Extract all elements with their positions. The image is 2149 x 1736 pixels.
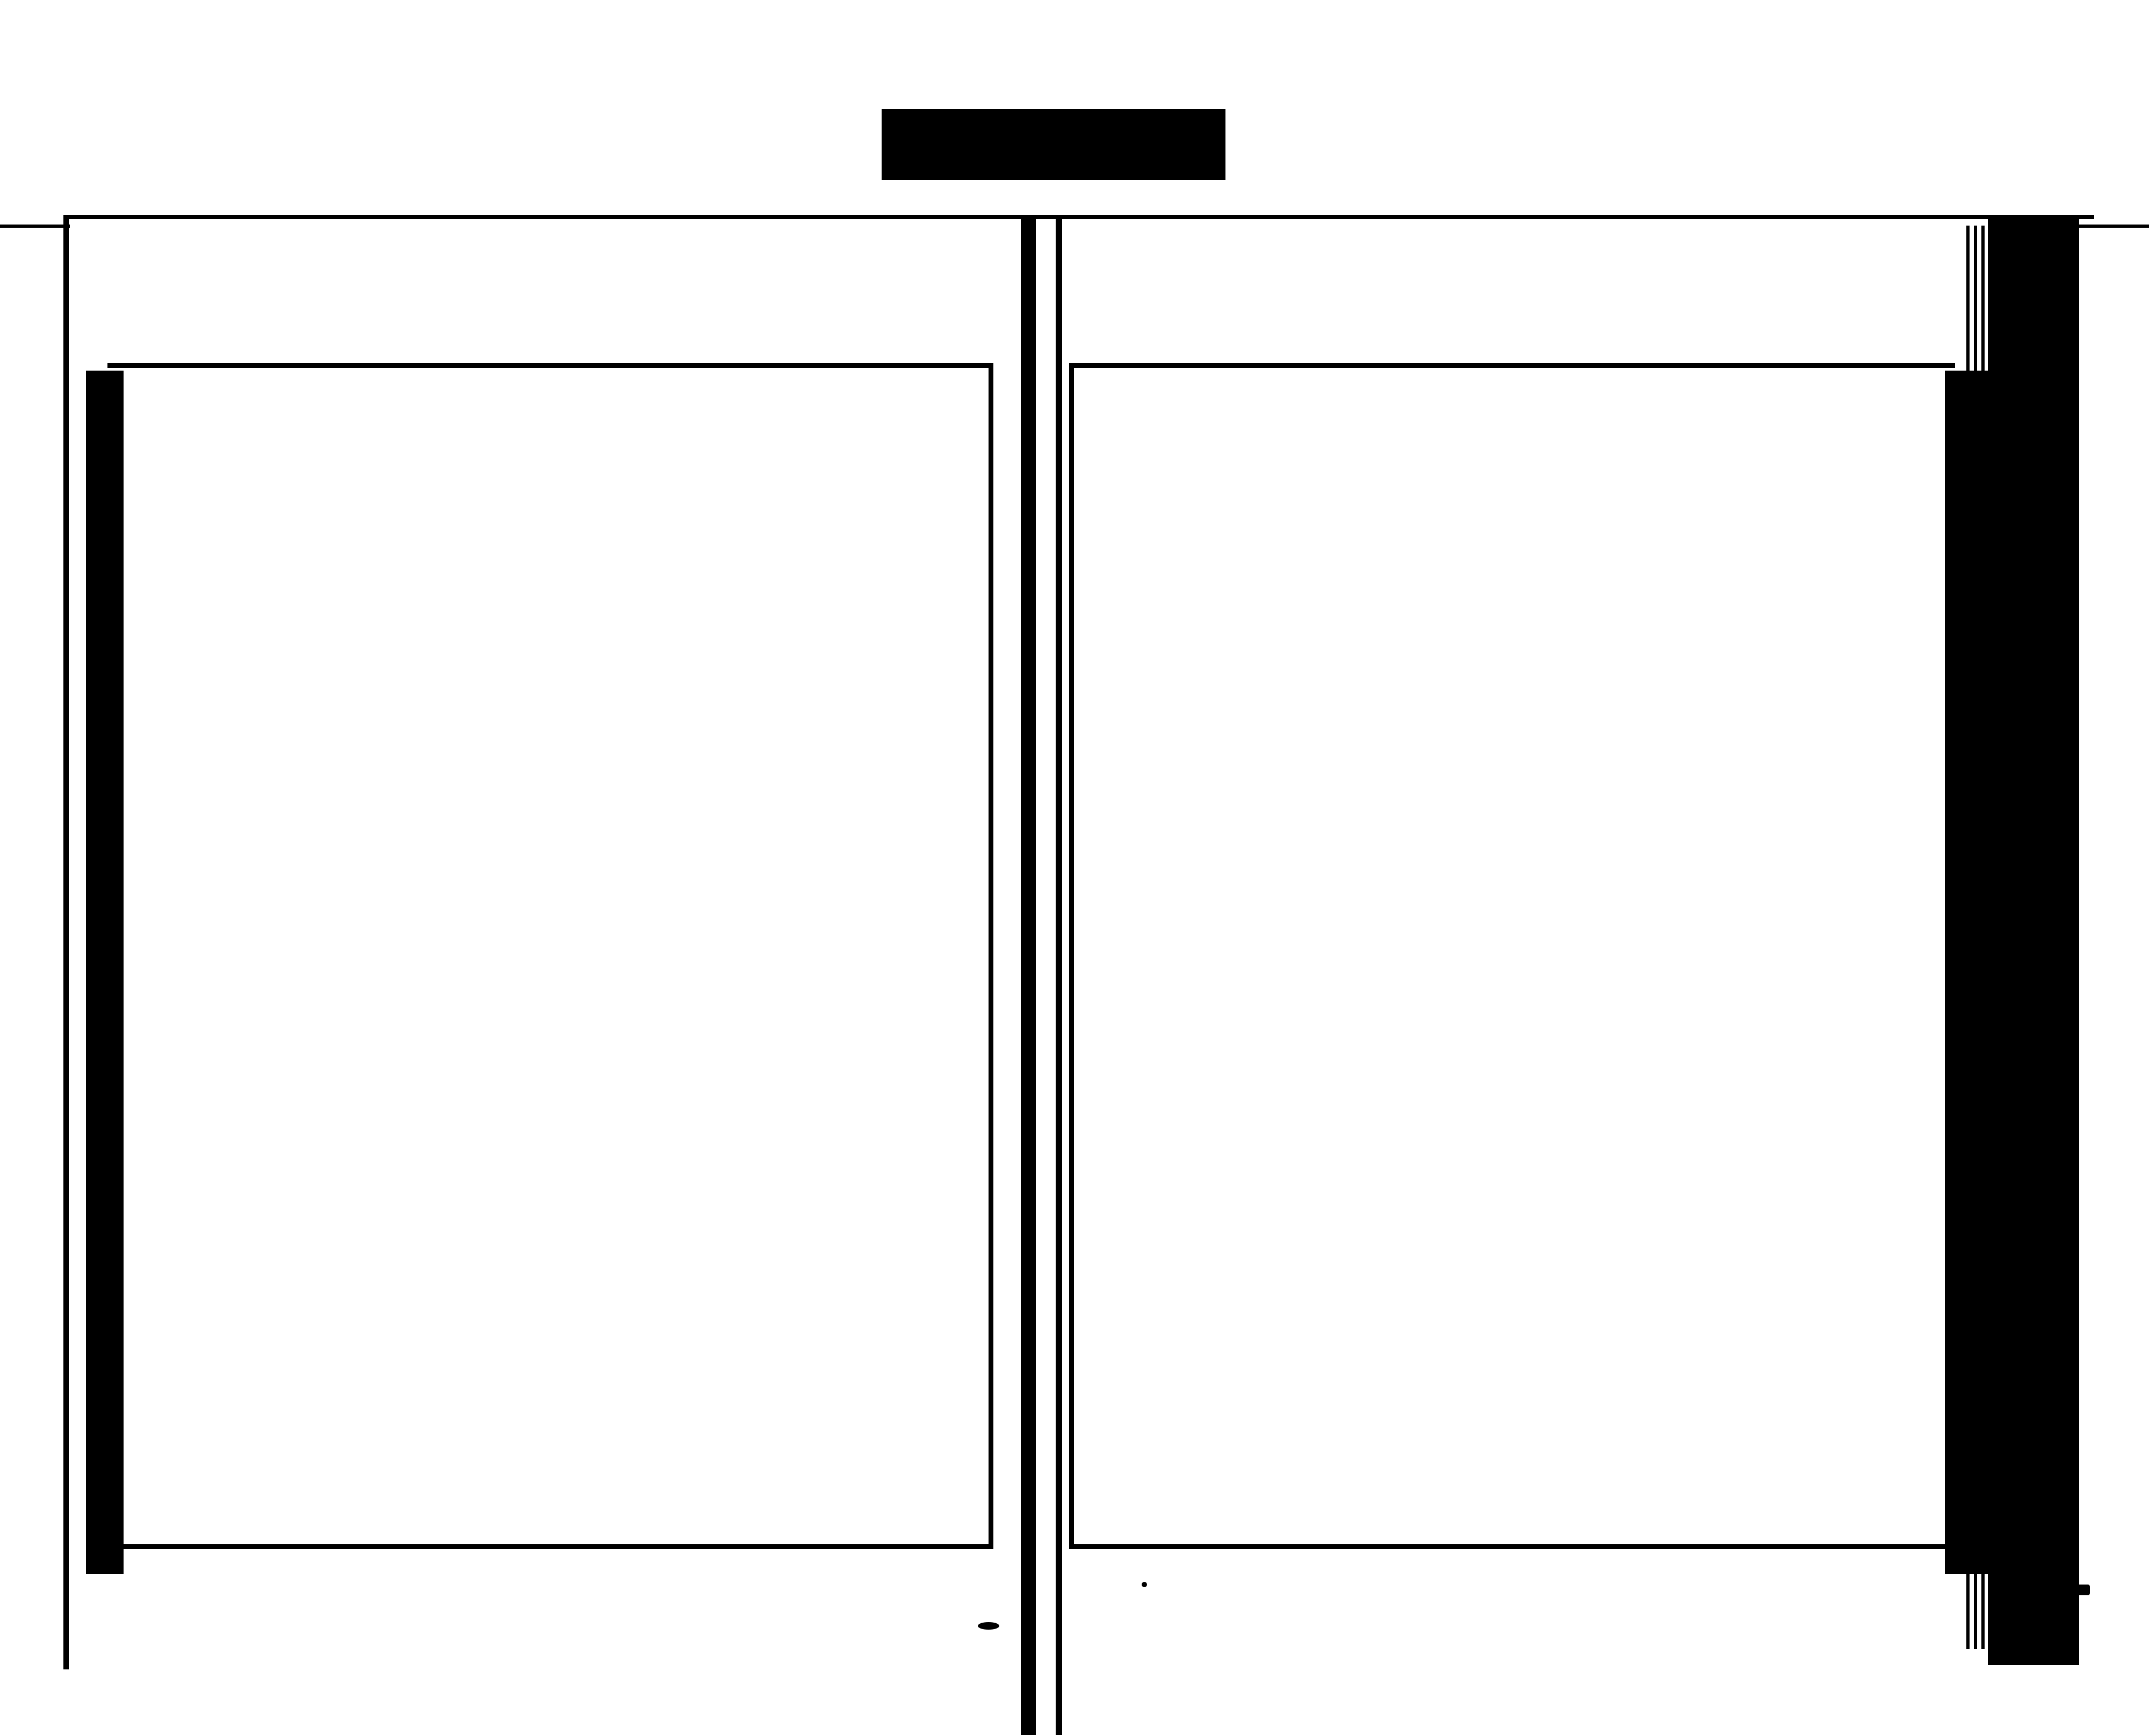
- right-margin-band: [1945, 371, 2009, 1574]
- right-col-1: [1859, 371, 1931, 1574]
- right-col-4: [1617, 371, 1690, 1574]
- right-col-7: [1375, 371, 1448, 1574]
- right-col-5: [1537, 371, 1609, 1574]
- right-col-3: [1698, 371, 1770, 1574]
- frame-number-label: [882, 109, 1225, 180]
- left-col-10: [199, 371, 271, 1574]
- left-col-3: [752, 371, 825, 1574]
- left-col-11: [129, 371, 201, 1574]
- left-col-5: [591, 371, 664, 1574]
- right-col-6: [1456, 371, 1528, 1574]
- speck: [2052, 1585, 2090, 1595]
- right-col-10: [1134, 371, 1206, 1574]
- top-rule-left: [0, 225, 70, 228]
- left-col-1: [913, 371, 986, 1574]
- left-col-6: [510, 371, 583, 1574]
- right-col-9: [1214, 371, 1287, 1574]
- speck: [978, 1622, 999, 1630]
- left-col-9: [269, 371, 341, 1574]
- left-col-2: [833, 371, 905, 1574]
- right-col-11: [1069, 371, 1142, 1574]
- gutter-bar: [1021, 215, 1036, 1735]
- gutter-bar-inner: [1056, 215, 1062, 1735]
- right-col-8: [1295, 371, 1367, 1574]
- left-col-8: [349, 371, 422, 1574]
- left-col-4: [672, 371, 744, 1574]
- speck: [1142, 1582, 1147, 1587]
- left-col-7: [430, 371, 502, 1574]
- right-col-2: [1778, 371, 1851, 1574]
